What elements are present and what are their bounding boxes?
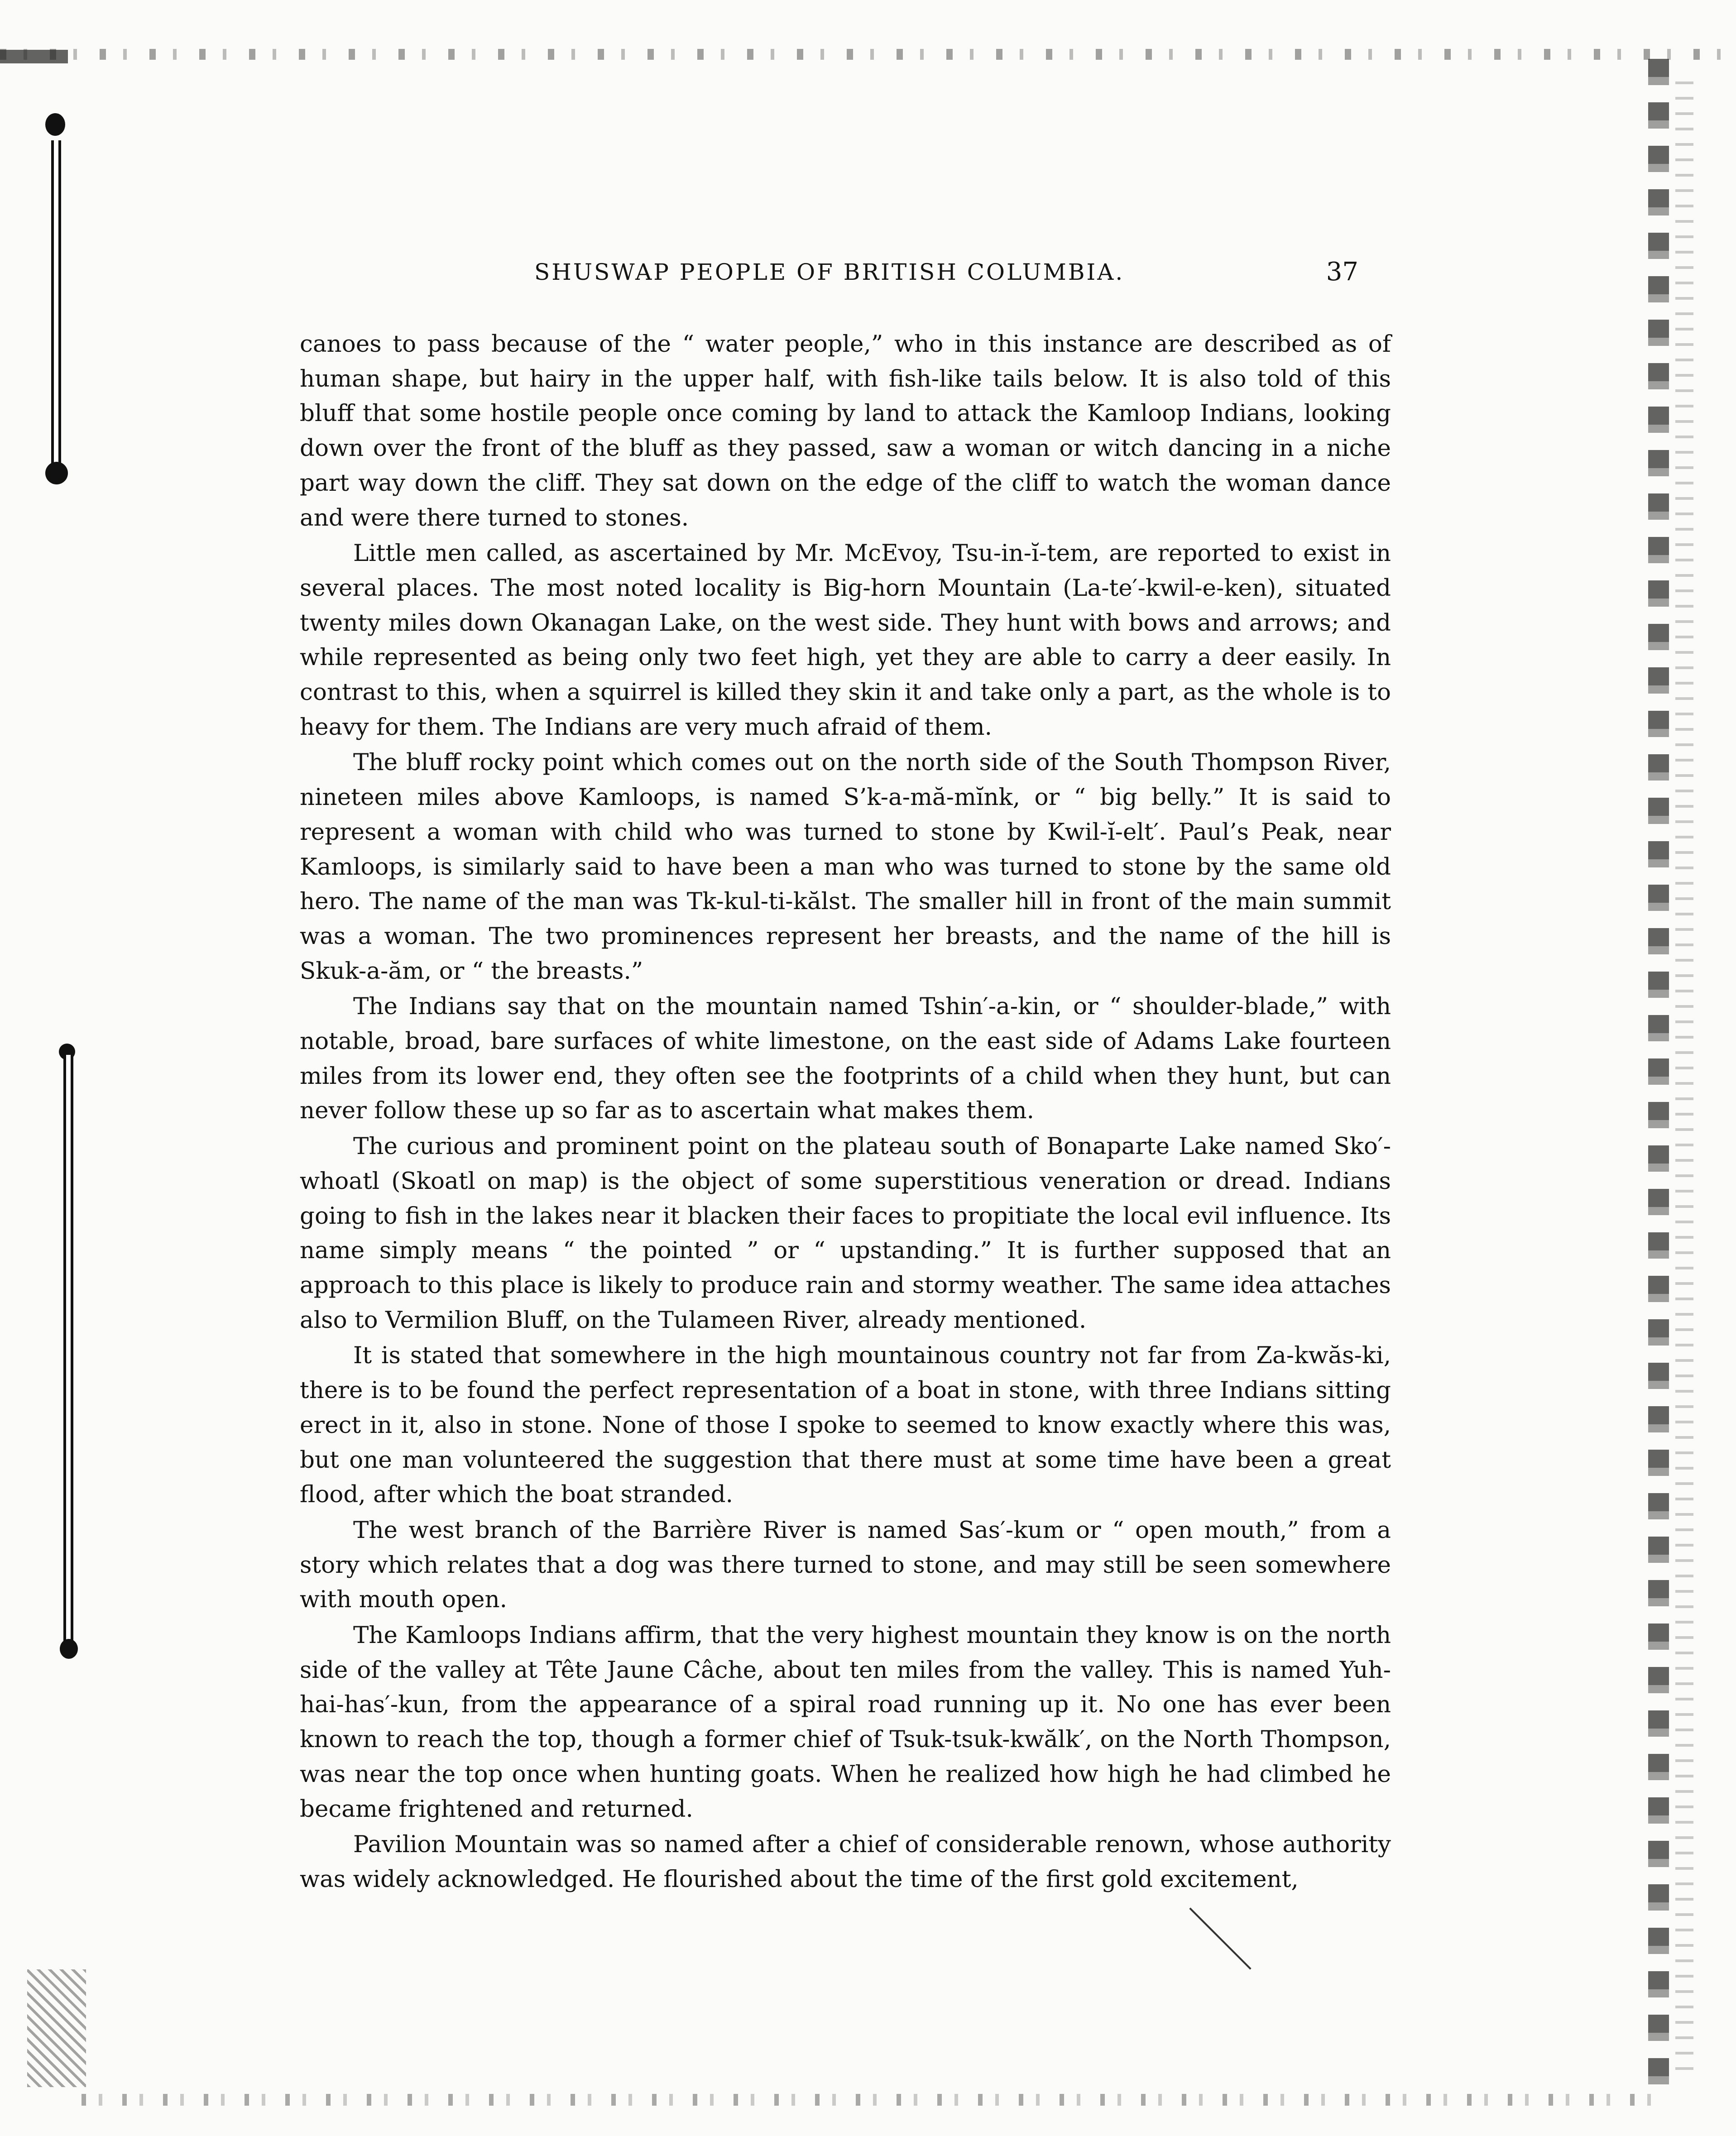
paragraph-highest-mountain: The Kamloops Indians affirm, that the very highest mountain they know is on the north side of the valley at Tête Jaune Câche, about ten miles from the valley. This is named Yuh-hai-has′-kun, from the appearance of a spiral road running up it. No one has ever been known to reach the top, though a former chief of Tsuk-tsuk-kwălk′, on the North Thompson, was near the top once when hunting goats. When he realized how high he had climbed he became frightened and returned. [300,1622,1391,1823]
scan-corner-smudge [27,1969,86,2087]
paragraph-shoulder-blade: The Indians say that on the mountain named Tshin′-a-kin, or “ shoulder-blade,” with notable, broad, bare surfaces of white limestone, on the east side of Adams Lake fourteen miles from its lower end, they often see the footprints of a child when they hunt, but can never follow these up so far as to ascertain what makes them. [300,993,1391,1125]
paragraph-open-mouth: The west branch of the Barrière River is named Sas′-kum or “ open mouth,” from a story which relates that a dog was there turned to stone, and may still be seen somewhere with mouth open. [300,1516,1391,1614]
paragraph-big-belly: The bluff rocky point which comes out on the north side of the South Thompson River, nineteen miles above Kamloops, is named S’k-a-mă-mĭnk, or “ big belly.” It is said to represent a woman with child who was turned to stone by Kwil-ĭ-elt′. Paul’s Peak, near Kamloops, is similarly said to have been a man who was turned to stone by the same old hero. The name of the man was Tk-kul-ti-kălst. The smaller hill in front of the main summit was a woman. The two prominences represent her breasts, and the name of the hill is Skuk-a-ăm, or “ the breasts.” [300,749,1391,985]
page-header [516,252,1358,292]
body-text [300,327,1391,1898]
paragraph-little-men: Little men called, as ascertained by Mr. McEvoy, Tsu-in-ĭ-tem, are reported to exist in several places. The most noted locality is Big-horn Mountain (La-te′-kwil-e-ken), situated twenty miles down Okanagan Lake, on the west side. They hunt with bows and arrows; and while represented as being only two feet high, yet they are able to carry a deer easily. In contrast to this, when a squirrel is killed they skin it and take only a part, as the whole is to heavy for them. The Indians are very much afraid of them. [300,540,1391,741]
paragraph-pavilion-mountain: Pavilion Mountain was so named after a chief of considerable renown, whose authority was widely acknowledged. He flourished about the time of the first gold excitement, [300,1831,1391,1893]
paragraph-water-people: canoes to pass because of the “ water people,” who in this instance are described as of human shape, but hairy in the upper half, with fish-like tails below. It is also told of this bluff that some hostile people once coming by land to attack the Kamloop Indians, looking down over the front of the bluff as they passed, saw a woman or witch dancing in a niche part way down the cliff. They sat down on the edge of the cliff to watch the woman dance and were there turned to stones. [300,330,1391,532]
page-number: 37 [1326,257,1358,287]
running-title: SHUSWAP PEOPLE OF BRITISH COLUMBIA. [534,259,1125,285]
paragraph-stone-boat: It is stated that somewhere in the high mountainous country not far from Za-kwăs-ki, there is to be found the perfect representation of a boat in stone, with three Indians sitting erect in it, also in stone. None of those I spoke to seemed to know exactly where this was, but one man volunteered the suggestion that there must at some time have been a great flood, after which the boat stranded. [300,1342,1391,1509]
scan-corner-mark [0,50,68,63]
scan-edge-right [1648,59,1669,2096]
binder-clip-arrow [45,462,68,484]
binder-clip-arrow [60,1639,78,1659]
binder-clip-top [45,113,65,136]
scan-edge-speckle [1675,81,1693,2074]
scan-edge-top [0,49,1736,60]
binder-bar-lower [63,1055,73,1643]
stray-pen-mark [1189,1907,1251,1969]
paragraph-skoatl: The curious and prominent point on the plateau south of Bonaparte Lake named Sko′-whoatl (Skoatl on map) is the object of some superstitious veneration or dread. Indians going to fish in the lakes near it blacken their faces to propitiate the local evil influence. Its name simply means “ the pointed ” or “ upstanding.” It is further supposed that an approach to this place is likely to produce rain and stormy weather. The same idea attaches also to Vermilion Bluff, on the Tulameen River, already mentioned. [300,1133,1391,1334]
binder-bar-upper [51,140,61,475]
scan-edge-bottom [82,2094,1657,2106]
